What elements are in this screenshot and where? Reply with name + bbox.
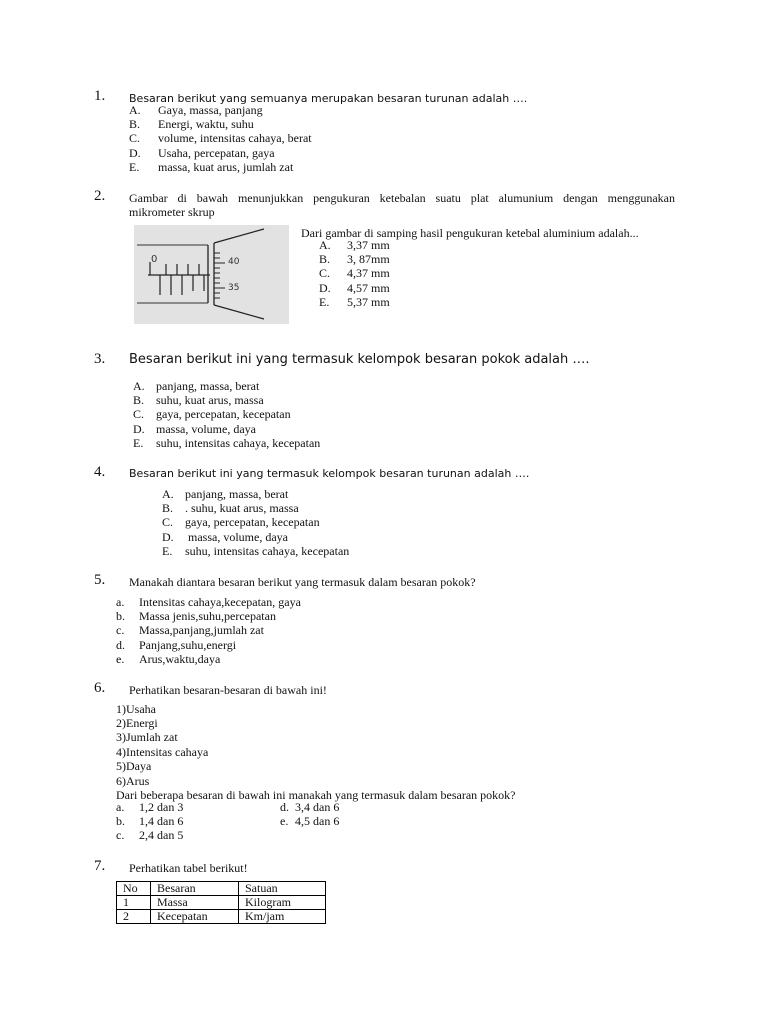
option[interactable]: C. gaya, percepatan, kecepatan <box>162 515 320 530</box>
question-6-items <box>116 702 516 803</box>
table-row <box>117 896 326 910</box>
question-2-text-line1: Gambar di bawah menunjukkan pengukuran ketebalan suatu plat alumunium dengan menggunakan <box>129 191 675 205</box>
option[interactable]: a. 1,2 dan 3 <box>116 799 184 814</box>
table-cell: Kecepatan <box>151 910 239 924</box>
option[interactable]: E. suhu, intensitas cahaya, kecepatan <box>133 436 321 451</box>
option[interactable]: b. 1,4 dan 6 <box>116 814 184 829</box>
option[interactable]: A. panjang, massa, berat <box>162 486 289 501</box>
option[interactable]: E. massa, kuat arus, jumlah zat <box>129 160 294 175</box>
data-table <box>116 881 326 924</box>
question-5-options <box>116 595 301 667</box>
question-3-number: 3. <box>94 351 106 367</box>
option[interactable]: e. 4,5 dan 6 <box>280 814 340 829</box>
question-7-number: 7. <box>94 858 106 874</box>
option[interactable]: A. panjang, massa, berat <box>133 378 260 393</box>
option[interactable]: A. 3,37 mm <box>319 237 390 252</box>
option[interactable]: d. 3,4 dan 6 <box>280 799 340 814</box>
list-item: 5)Daya <box>116 759 152 774</box>
question-6-number: 6. <box>94 680 106 696</box>
option[interactable]: d. Panjang,suhu,energi <box>116 637 237 652</box>
table-header-cell: Besaran <box>151 882 239 896</box>
option[interactable]: D. 4,57 mm <box>319 280 390 295</box>
table-cell: Km/jam <box>239 910 326 924</box>
table-cell: 1 <box>117 896 151 910</box>
list-item: 4)Intensitas cahaya <box>116 744 209 759</box>
question-1-options <box>129 103 312 175</box>
question-3-text: Besaran berikut ini yang termasuk kelompok besaran pokok adalah …. <box>129 352 590 367</box>
table-header-cell: Satuan <box>239 882 326 896</box>
question-2-side-text: Dari gambar di samping hasil pengukuran ketebal aluminium adalah... <box>301 226 639 240</box>
list-item: 1)Usaha <box>116 701 156 716</box>
option[interactable]: E. suhu, intensitas cahaya, kecepatan <box>162 544 350 559</box>
micrometer-icon <box>134 225 289 324</box>
option[interactable]: D. massa, volume, daya <box>162 529 288 544</box>
list-item: 6)Arus <box>116 773 150 788</box>
option[interactable]: D. massa, volume, daya <box>133 421 256 436</box>
option[interactable]: E. 5,37 mm <box>319 295 390 310</box>
question-5-text: Manakah diantara besaran berikut yang termasuk dalam besaran pokok? <box>129 575 476 589</box>
question-1-number: 1. <box>94 88 106 104</box>
option[interactable]: B. suhu, kuat arus, massa <box>133 393 264 408</box>
option[interactable]: b. Massa jenis,suhu,percepatan <box>116 609 276 624</box>
list-item: 3)Jumlah zat <box>116 730 178 745</box>
option[interactable]: B. Energi, waktu, suhu <box>129 117 254 132</box>
question-6-question: Dari beberapa besaran di bawah ini manakah yang termasuk dalam besaran pokok? <box>116 788 516 803</box>
table-cell: Kilogram <box>239 896 326 910</box>
option[interactable]: e. Arus,waktu,daya <box>116 652 221 667</box>
option[interactable]: A. Gaya, massa, panjang <box>129 102 263 117</box>
question-4-number: 4. <box>94 464 106 480</box>
question-2-options <box>319 238 390 310</box>
table-cell: 2 <box>117 910 151 924</box>
option[interactable]: B. . suhu, kuat arus, massa <box>162 501 299 516</box>
question-4-text: Besaran berikut ini yang termasuk kelompok besaran turunan adalah …. <box>129 467 530 480</box>
thimble-label-lower: 35 <box>228 283 240 293</box>
question-3-options <box>133 379 320 451</box>
option[interactable]: D. Usaha, percepatan, gaya <box>129 145 275 160</box>
table-row <box>117 910 326 924</box>
table-header-row <box>117 882 326 896</box>
option[interactable]: a. Intensitas cahaya,kecepatan, gaya <box>116 594 301 609</box>
question-1-text: Besaran berikut yang semuanya merupakan besaran turunan adalah …. <box>129 92 528 105</box>
list-item: 2)Energi <box>116 716 158 731</box>
micrometer-zero-label: 0 <box>151 254 158 265</box>
question-6-options-right <box>280 800 339 829</box>
option[interactable]: c. Massa,panjang,jumlah zat <box>116 623 264 638</box>
question-6-options-left <box>116 800 183 843</box>
option[interactable]: C. gaya, percepatan, kecepatan <box>133 407 291 422</box>
option[interactable]: C. 4,37 mm <box>319 266 390 281</box>
option[interactable]: c. 2,4 dan 5 <box>116 828 184 843</box>
micrometer-figure <box>134 225 289 324</box>
question-5-number: 5. <box>94 572 106 588</box>
option[interactable]: C. volume, intensitas cahaya, berat <box>129 131 312 146</box>
table-header-cell: No <box>117 882 151 896</box>
question-4-options <box>162 487 349 559</box>
question-7-text: Perhatikan tabel berikut! <box>129 861 248 875</box>
thimble-label-upper: 40 <box>228 257 240 267</box>
option[interactable]: B. 3, 87mm <box>319 252 390 267</box>
question-2-text-line2: mikrometer skrup <box>129 205 215 219</box>
table-cell: Massa <box>151 896 239 910</box>
question-2-number: 2. <box>94 188 106 204</box>
question-6-text: Perhatikan besaran-besaran di bawah ini! <box>129 683 327 697</box>
